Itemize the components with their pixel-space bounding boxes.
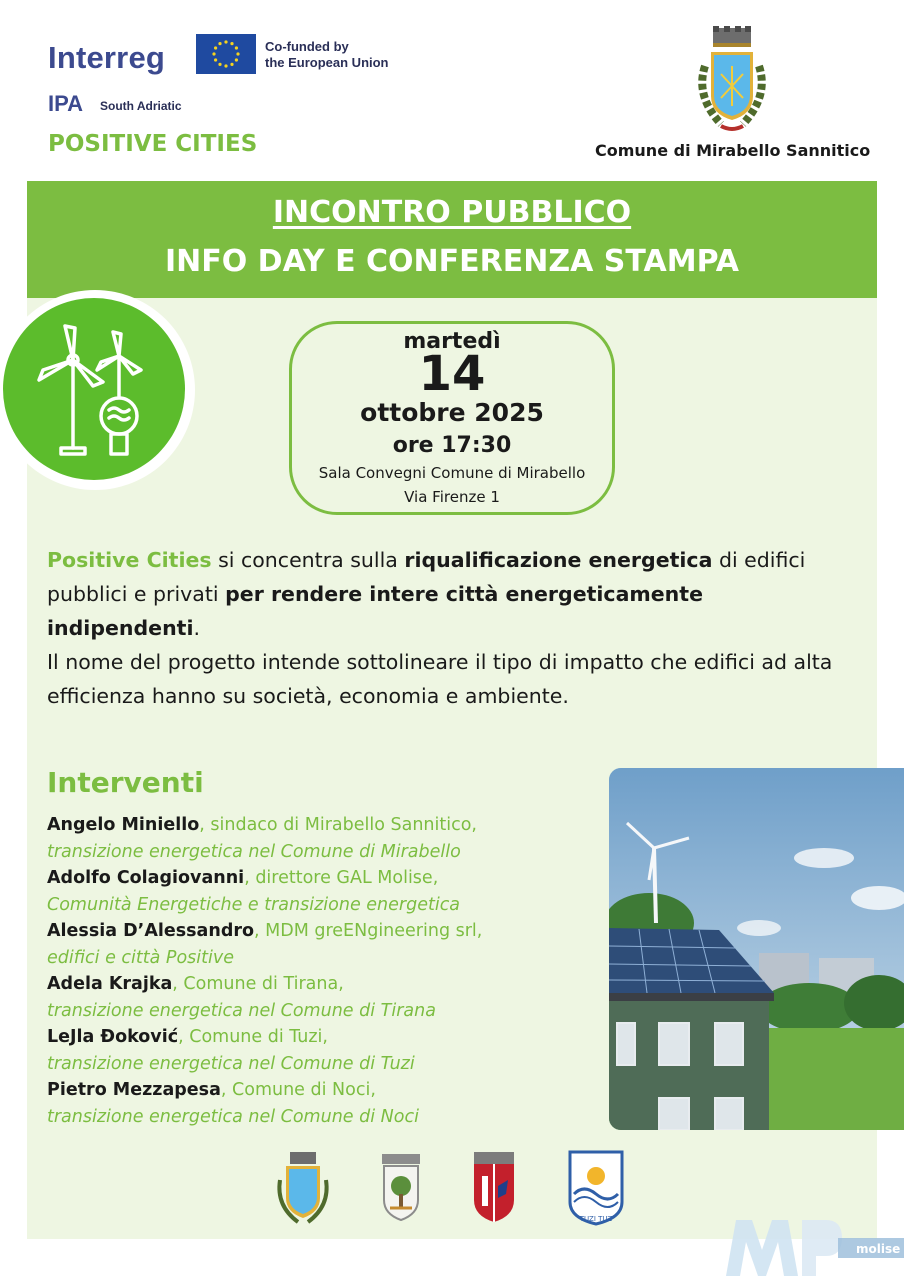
speaker-topic: transizione energetica nel Comune di Mirabello [47, 841, 461, 862]
speaker-item [47, 971, 607, 1024]
coat-of-arms-icon [691, 26, 773, 136]
tuzi-logo-text: TUZI TUZ [579, 1215, 613, 1223]
event-day: 14 [418, 346, 486, 402]
coat-of-arms-icon [279, 1152, 326, 1222]
speaker-topic: transizione energetica nel Comune di Tuzi [47, 1053, 415, 1074]
speaker-name: Angelo Miniello [47, 815, 200, 835]
speaker-name: Adela Krajka [47, 974, 173, 994]
speaker-role: , Comune di Noci, [220, 1080, 376, 1100]
eu-cofunded-text [265, 39, 389, 71]
speaker-name: Adolfo Colagiovanni [47, 868, 245, 888]
description-text: di edifici pubblici e privati [47, 548, 806, 606]
project-name-highlight: Positive Cities [47, 548, 212, 572]
title-banner [27, 181, 877, 298]
speaker-role: , Comune di Tirana, [172, 974, 344, 994]
description-bold: riqualificazione energetica [404, 548, 713, 572]
speaker-role: , sindaco di Mirabello Sannitico, [199, 815, 477, 835]
event-date-box [289, 321, 615, 515]
speaker-name: LeJla Đoković [47, 1027, 179, 1047]
coat-of-arms-icon [474, 1152, 514, 1222]
project-name: POSITIVE CITIES [48, 131, 258, 157]
speaker-topic: transizione energetica nel Comune di Noci [47, 1106, 419, 1127]
eu-text-line1: Co-funded by [265, 39, 349, 54]
speaker-name: Pietro Mezzapesa [47, 1080, 221, 1100]
banner-subtitle: INFO DAY E CONFERENZA STAMPA [164, 244, 740, 279]
molise-watermark [726, 1216, 904, 1280]
description-bold: per rendere intere città energeticamente indipendenti [47, 582, 703, 640]
description-text: si concentra sulla [211, 548, 405, 572]
speaker-topic: transizione energetica nel Comune di Tirana [47, 1000, 436, 1021]
coat-of-arms-icon [570, 1152, 622, 1224]
eu-flag-icon [196, 34, 256, 74]
speaker-role: , direttore GAL Molise, [244, 868, 439, 888]
speaker-item [47, 812, 607, 865]
coat-of-arms-icon [382, 1154, 420, 1220]
ipa-logo-text: IPA [48, 91, 84, 116]
speaker-item [47, 1024, 607, 1077]
energy-meter-icon [101, 398, 137, 454]
solar-building-photo [609, 768, 904, 1130]
speaker-item [47, 918, 607, 971]
interreg-logo-text: Interreg [48, 40, 166, 75]
description-paragraph-2: Il nome del progetto intende sottolineare il tipo di impatto che edifici ad alta efficienza hanno su società, economia e ambiente. [47, 650, 833, 708]
speaker-name: Alessia D’Alessandro [47, 921, 255, 941]
speaker-item [47, 865, 607, 918]
watermark-text: molise [856, 1242, 901, 1256]
speaker-role: , MDM greENgineering srl, [254, 921, 483, 941]
speaker-topic: edifici e città Positive [47, 947, 234, 968]
event-venue: Sala Convegni Comune di Mirabello [318, 464, 586, 482]
speaker-role: , Comune di Tuzi, [178, 1027, 328, 1047]
eu-text-line2: the European Union [265, 55, 389, 70]
renewable-energy-badge [3, 298, 185, 480]
partner-logos [272, 1150, 632, 1230]
ipa-region-text: South Adriatic [100, 99, 182, 113]
banner-title: INCONTRO PUBBLICO [272, 195, 632, 230]
event-month-year: ottobre 2025 [360, 398, 544, 427]
speaker-topic: Comunità Energetiche e transizione energetica [47, 894, 461, 915]
event-time: ore 17:30 [392, 433, 512, 458]
speakers-list [47, 812, 607, 1130]
description-paragraph-1 [47, 543, 862, 645]
event-weekday: martedì [403, 329, 501, 354]
speaker-item [47, 1077, 607, 1130]
project-description [47, 543, 862, 713]
description-text: . [193, 616, 201, 640]
event-street: Via Firenze 1 [404, 488, 500, 506]
municipality-name: Comune di Mirabello Sannitico [595, 141, 871, 160]
speakers-title: Interventi [47, 766, 204, 799]
